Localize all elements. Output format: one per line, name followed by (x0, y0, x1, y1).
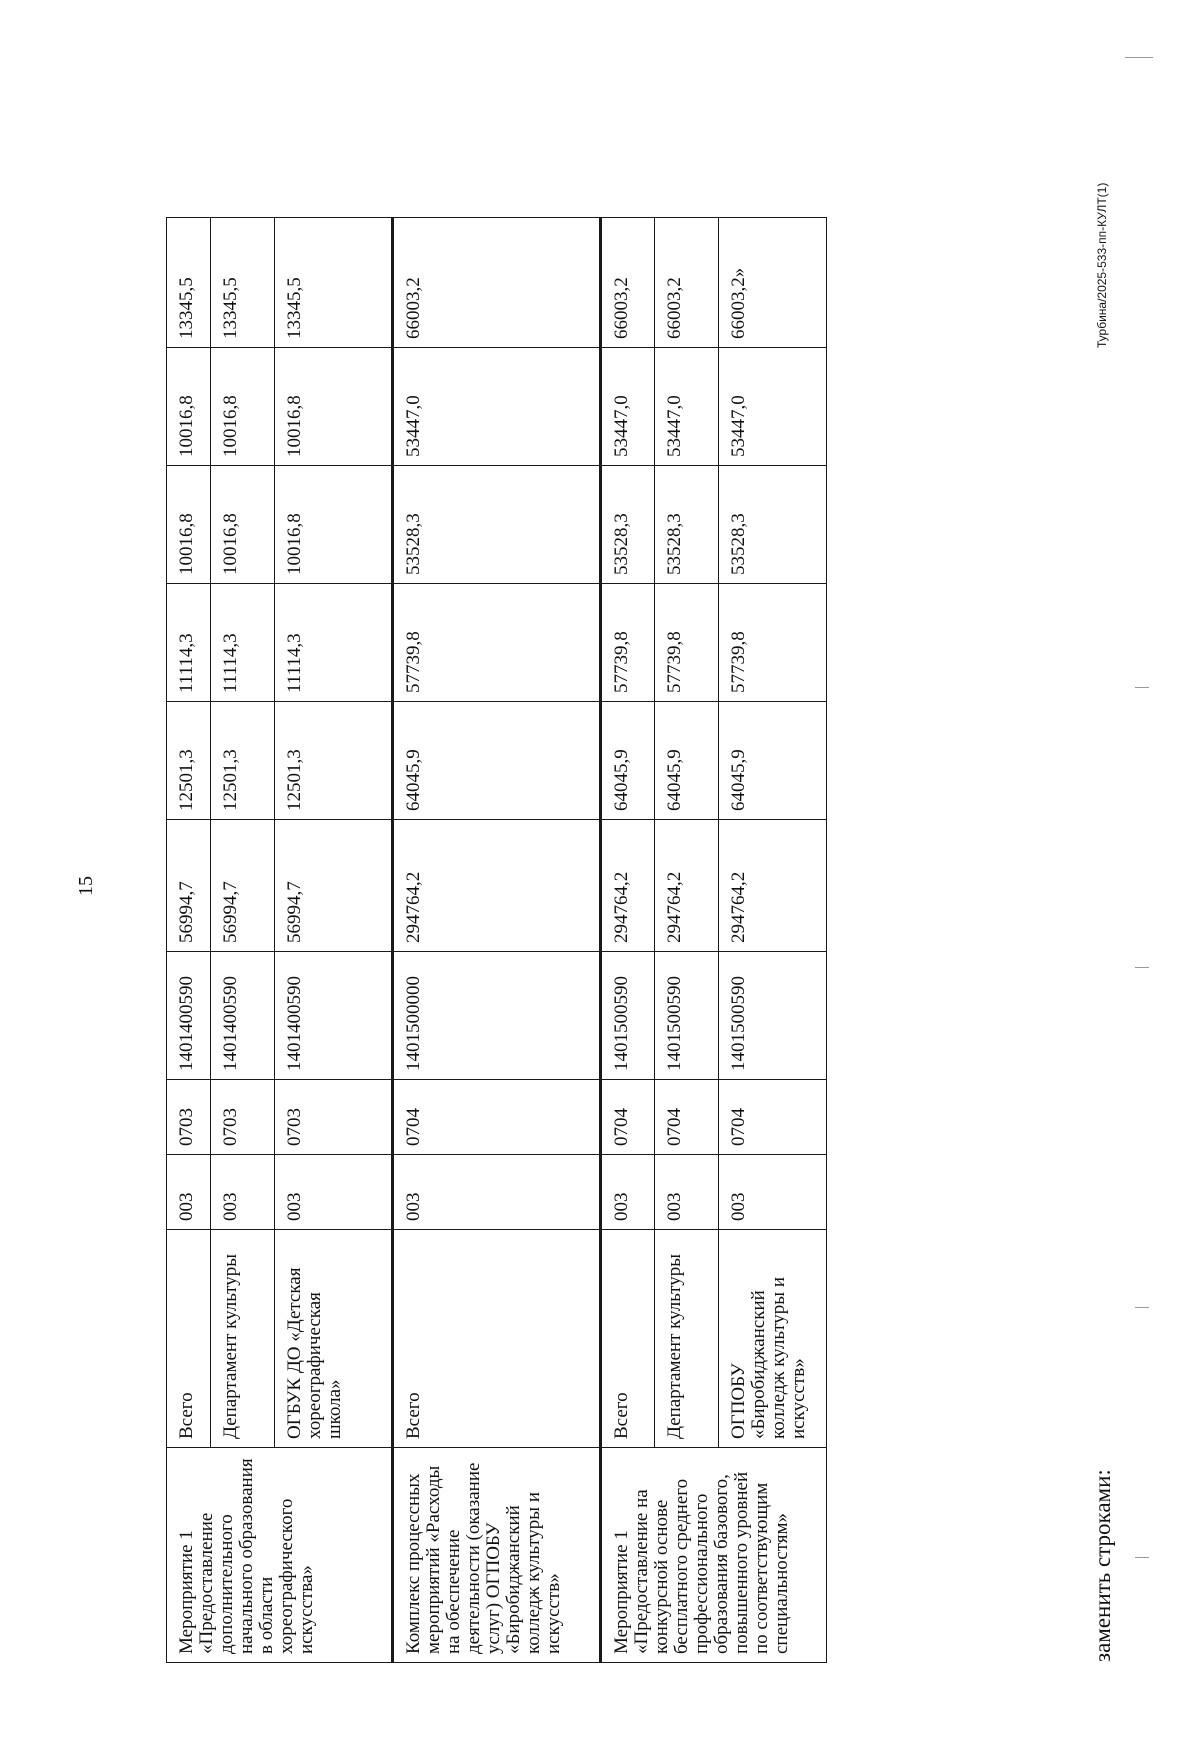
total-value-cell: 56994,7 (211, 820, 275, 952)
year-value-cell: 66003,2» (719, 218, 827, 348)
table-row (211, 218, 275, 1663)
code-csr-cell: 1401500590 (719, 952, 827, 1080)
scan-mark (1135, 687, 1149, 688)
table-row (167, 218, 211, 1663)
year-value-cell: 53528,3 (719, 466, 827, 584)
scan-mark (1135, 967, 1149, 968)
year-value-cell: 64045,9 (601, 702, 655, 820)
year-value-cell: 53528,3 (393, 466, 601, 584)
year-value-cell: 53447,0 (393, 348, 601, 466)
table-row (719, 218, 827, 1663)
executor-cell: Департамент культуры (655, 1230, 719, 1448)
code-grbs-cell: 003 (211, 1155, 275, 1230)
code-csr-cell: 1401500590 (655, 952, 719, 1080)
code-rzpr-cell: 0703 (167, 1080, 211, 1155)
code-grbs-cell: 003 (167, 1155, 211, 1230)
year-value-cell: 12501,3 (211, 702, 275, 820)
scan-mark (1135, 1307, 1149, 1308)
code-rzpr-cell: 0704 (719, 1080, 827, 1155)
code-csr-cell: 1401400590 (211, 952, 275, 1080)
code-grbs-cell: 003 (655, 1155, 719, 1230)
year-value-cell: 66003,2 (601, 218, 655, 348)
year-value-cell: 10016,8 (167, 348, 211, 466)
total-value-cell: 56994,7 (275, 820, 393, 952)
code-csr-cell: 1401400590 (167, 952, 211, 1080)
total-value-cell: 294764,2 (601, 820, 655, 952)
code-rzpr-cell: 0703 (275, 1080, 393, 1155)
year-value-cell: 64045,9 (719, 702, 827, 820)
total-value-cell: 294764,2 (655, 820, 719, 952)
event-name-cell: Мероприятие 1 «Предоставление дополнительного начального образования в области хореографического искусства» (167, 1448, 393, 1663)
year-value-cell: 10016,8 (167, 466, 211, 584)
document-id: Турбина/2025-533-пп-КУЛТ(1) (1095, 182, 1109, 348)
year-value-cell: 53528,3 (601, 466, 655, 584)
table-row (275, 218, 393, 1663)
year-value-cell: 66003,2 (655, 218, 719, 348)
year-value-cell: 13345,5 (275, 218, 393, 348)
year-value-cell: 13345,5 (211, 218, 275, 348)
total-value-cell: 294764,2 (719, 820, 827, 952)
executor-cell: ОГБУК ДО «Детская хореографическая школа» (275, 1230, 393, 1448)
year-value-cell: 10016,8 (211, 466, 275, 584)
year-value-cell: 11114,3 (211, 584, 275, 702)
year-value-cell: 66003,2 (393, 218, 601, 348)
code-csr-cell: 1401500590 (601, 952, 655, 1080)
year-value-cell: 53447,0 (719, 348, 827, 466)
year-value-cell: 57739,8 (393, 584, 601, 702)
year-value-cell: 57739,8 (719, 584, 827, 702)
year-value-cell: 53528,3 (655, 466, 719, 584)
executor-cell: Всего (393, 1230, 601, 1448)
year-value-cell: 12501,3 (167, 702, 211, 820)
code-rzpr-cell: 0704 (655, 1080, 719, 1155)
budget-table (166, 217, 827, 1663)
year-value-cell: 57739,8 (655, 584, 719, 702)
code-csr-cell: 1401500000 (393, 952, 601, 1080)
event-name-cell: Комплекс процессных мероприятий «Расходы на обеспечение деятельности (оказание услуг) ОГПОБУ «Биробиджанский колледж культуры и искусств» (393, 1448, 601, 1663)
code-csr-cell: 1401400590 (275, 952, 393, 1080)
code-rzpr-cell: 0704 (393, 1080, 601, 1155)
year-value-cell: 53447,0 (601, 348, 655, 466)
table-row (601, 218, 655, 1663)
year-value-cell: 13345,5 (167, 218, 211, 348)
year-value-cell: 10016,8 (275, 466, 393, 584)
total-value-cell: 294764,2 (393, 820, 601, 952)
year-value-cell: 64045,9 (393, 702, 601, 820)
year-value-cell: 10016,8 (211, 348, 275, 466)
code-rzpr-cell: 0703 (211, 1080, 275, 1155)
code-grbs-cell: 003 (719, 1155, 827, 1230)
year-value-cell: 12501,3 (275, 702, 393, 820)
code-grbs-cell: 003 (393, 1155, 601, 1230)
replace-instruction: заменить строками: (1090, 1469, 1115, 1662)
executor-cell: ОГПОБУ «Биробиджанский колледж культуры и искусств» (719, 1230, 827, 1448)
year-value-cell: 53447,0 (655, 348, 719, 466)
code-grbs-cell: 003 (601, 1155, 655, 1230)
table-row (393, 218, 601, 1663)
year-value-cell: 10016,8 (275, 348, 393, 466)
year-value-cell: 64045,9 (655, 702, 719, 820)
year-value-cell: 11114,3 (275, 584, 393, 702)
scan-mark (1135, 1557, 1149, 1558)
code-grbs-cell: 003 (275, 1155, 393, 1230)
code-rzpr-cell: 0704 (601, 1080, 655, 1155)
year-value-cell: 11114,3 (167, 584, 211, 702)
executor-cell: Департамент культуры (211, 1230, 275, 1448)
executor-cell: Всего (601, 1230, 655, 1448)
table-row (655, 218, 719, 1663)
executor-cell: Всего (167, 1230, 211, 1448)
scan-mark (1125, 57, 1153, 58)
event-name-cell: Мероприятие 1 «Предоставление на конкурсной основе бесплатного среднего профессионального образования базового, повышенного уровней по соответствующим специальностям» (601, 1448, 827, 1663)
total-value-cell: 56994,7 (167, 820, 211, 952)
year-value-cell: 57739,8 (601, 584, 655, 702)
page-number: 15 (75, 876, 97, 896)
